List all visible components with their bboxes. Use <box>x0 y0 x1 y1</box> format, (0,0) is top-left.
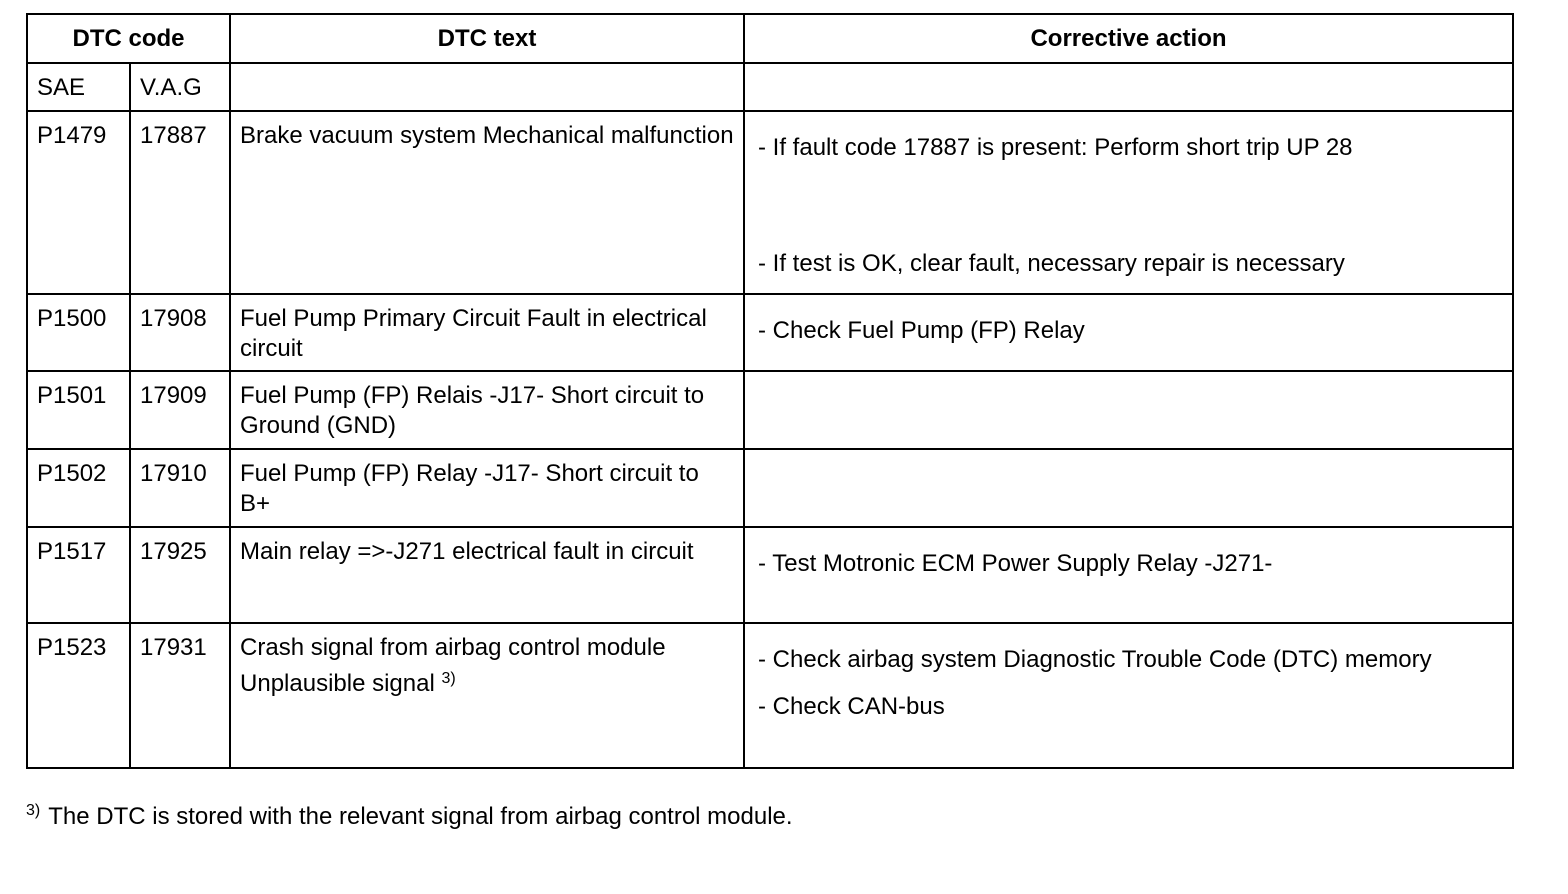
header-dtc-code: DTC code <box>27 14 230 63</box>
cell-vag: 17931 <box>130 623 230 768</box>
action-line: - Check Fuel Pump (FP) Relay <box>758 317 1085 344</box>
cell-vag: 17910 <box>130 449 230 527</box>
dtc-table <box>26 13 1514 769</box>
cell-sae: P1517 <box>27 527 130 623</box>
cell-dtc-text <box>230 449 744 527</box>
table-row <box>27 623 1513 768</box>
cell-action <box>744 527 1513 623</box>
table-row <box>27 371 1513 449</box>
cell-action <box>744 294 1513 371</box>
cell-sae: P1479 <box>27 111 130 294</box>
cell-dtc-text <box>230 623 744 768</box>
subheader-row <box>27 63 1513 111</box>
cell-dtc-text <box>230 371 744 449</box>
action-line: - Test Motronic ECM Power Supply Relay -J271- <box>758 550 1273 577</box>
cell-sae: P1523 <box>27 623 130 768</box>
cell-vag: 17887 <box>130 111 230 294</box>
action-line: - Check airbag system Diagnostic Trouble Code (DTC) memory <box>758 646 1432 673</box>
footnote-reference: 3) <box>441 670 456 687</box>
dtc-text: Fuel Pump Primary Circuit Fault in electrical circuit <box>240 305 707 362</box>
dtc-text: Crash signal from airbag control module Unplausible signal <box>240 634 666 697</box>
header-corrective-action: Corrective action <box>744 14 1513 63</box>
cell-dtc-text <box>230 111 744 294</box>
subheader-empty-text <box>230 63 744 111</box>
dtc-text: Fuel Pump (FP) Relais -J17- Short circuit to Ground (GND) <box>240 382 705 439</box>
cell-dtc-text <box>230 527 744 623</box>
cell-action <box>744 449 1513 527</box>
header-dtc-text: DTC text <box>230 14 744 63</box>
dtc-text: Fuel Pump (FP) Relay -J17- Short circuit to B+ <box>240 460 699 517</box>
cell-vag: 17925 <box>130 527 230 623</box>
cell-sae: P1502 <box>27 449 130 527</box>
cell-action <box>744 371 1513 449</box>
subheader-empty-action <box>744 63 1513 111</box>
table-row <box>27 527 1513 623</box>
action-line: - Check CAN-bus <box>758 693 945 720</box>
action-line: - If fault code 17887 is present: Perform short trip UP 28 <box>758 134 1353 161</box>
cell-action <box>744 111 1513 294</box>
header-row <box>27 14 1513 63</box>
subheader-vag: V.A.G <box>130 63 230 111</box>
cell-dtc-text <box>230 294 744 371</box>
table-row <box>27 111 1513 294</box>
subheader-sae: SAE <box>27 63 130 111</box>
dtc-text: Brake vacuum system Mechanical malfunction <box>240 122 734 149</box>
cell-sae: P1500 <box>27 294 130 371</box>
footnote-marker: 3) <box>26 802 41 819</box>
action-line: - If test is OK, clear fault, necessary repair is necessary <box>758 250 1345 277</box>
table-row <box>27 294 1513 371</box>
cell-vag: 17908 <box>130 294 230 371</box>
footnote <box>26 802 793 832</box>
table-row <box>27 449 1513 527</box>
cell-sae: P1501 <box>27 371 130 449</box>
cell-vag: 17909 <box>130 371 230 449</box>
dtc-text: Main relay =>-J271 electrical fault in circuit <box>240 538 694 565</box>
footnote-text: The DTC is stored with the relevant signal from airbag control module. <box>48 803 793 830</box>
cell-action <box>744 623 1513 768</box>
